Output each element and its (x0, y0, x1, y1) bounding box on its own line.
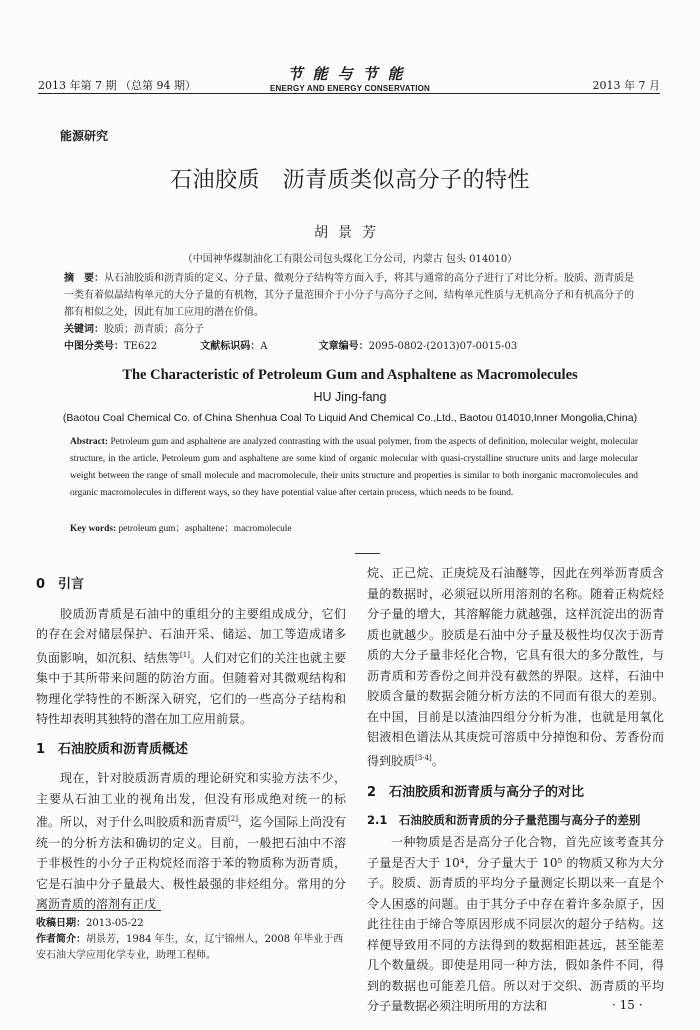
section-1-text-b: ，迄今国际上尚没有统一的分析方法和确切的定义。目前，一般把石油中不溶于非极性的小分子正构烷烃而溶于苯的物质称为沥青质，它是石油中分子量最大、极性最强的非烃组分。常用的分离沥青质的溶剂有正戊 (36, 815, 346, 911)
title-cn: 石油胶质 沥青质类似高分子的特性 (169, 168, 530, 193)
section-0-text-b: 。人们对它们的关注也就主要集中于其所带来问题的防治方面。但随着对其微观结构和物理化学特性的不断深入研究，它们的一些高分子结构和特性却表明其独特的潜在加工应用前景。 (36, 650, 346, 726)
abstract-cn-text: 从石油胶质和沥青质的定义、分子量、微观分子结构等方面入手，将其与通常的高分子进行了对比分析。胶质、沥青质是一类有着似晶结构单元的大分子量的有机物，其分子量范围介于小分子与高分子之间，结构单元性质与无机高分子和有机高分子的都有相似之处，因此有加工应用的潜在价值。 (64, 273, 634, 318)
author-en: HU Jing-fang (313, 390, 387, 404)
section-0-paragraph (36, 604, 346, 730)
keywords-en (70, 520, 292, 534)
keywords-cn (64, 321, 639, 338)
article-no-label: 文章编号： (318, 341, 369, 352)
abstract-en-text: Petroleum gum and asphaltene are analyzed contrasting with the usual polymer, from the aspects of definition, molecular weight, molecular structure, in the article. Petroleum gum and asphaltene are some kind of organic molecular with quasi-crystalline structure units and large molecular weight between the range of small molecule and macromolecule, their units structure and properties is similar to both inorganic macromolecules and organic macromolecules in different ways, so they have potential value after certain process, which needs to be found. (70, 437, 639, 498)
classification-line (64, 338, 639, 355)
abstract-cn-label: 摘 要： (64, 273, 104, 284)
keywords-en-label: Key words: (70, 524, 117, 534)
author-cn: 胡景芳 (314, 225, 386, 241)
section-0-heading: 0 引言 (36, 577, 85, 592)
right-text-a: 烷、正己烷、正庚烷及石油醚等，因此在列举沥青质含量的数据时，必须冠以所用溶剂的名称。随着正构烷烃分子量的增大，其溶解能力就越强，这样沉淀出的沥青质也就越少。胶质是石油中分子量及极性均仅次于沥青质的大分子量非烃化合物，它具有很大的多分散性，与沥青质和芳香份之间并没有截然的界限。这样，石油中胶质含量的数据会随分析方法的不同而有很大的差别。在中国，目前是以渣油四组分分析为准，也就是用氧化铝液相色谱法从其庚烷可溶质中分掉饱和份、芳香份而得到胶质 (367, 566, 664, 768)
section-2-1-heading: 2.1 石油胶质和沥青质的分子量范围与高分子的差别 (367, 812, 641, 827)
keywords-cn-label: 关键词： (64, 324, 104, 335)
section-2-heading: 2 石油胶质和沥青质与高分子的对比 (367, 785, 585, 800)
received-label: 收稿日期： (36, 918, 86, 929)
section-1-paragraph (36, 768, 346, 915)
article-no-value: 2095-0802-(2013)07-0015-03 (368, 341, 518, 352)
section-0-text-a: 胶质沥青质是石油中的重组分的主要组成成分，它们的存在会对储层保护、石油开采、储运、加工等造成诸多负面影响，如沉积、结焦等 (36, 606, 346, 665)
section-2-1-paragraph: 一种物质是否是高分子化合物，首先应该考查其分子量是否大于 10⁴，分子量大于 10⁵ 的物质又称为大分子。胶质、沥青质的平均分子量测定长期以来一直是个令人困惑的问题。由于其分子中存在着许多杂原子，因此往往由于缔合等原因形成不同层次的超分子结构。这样便导致用不同的方法得到的数据相距甚远，甚至能差几个数量级。即使是用同一种方法，假如条件不同，得到的数据也可能差几倍。所以对于交织、沥青质的平均分子量数据必须注明所用的方法和 (367, 835, 664, 1013)
abstract-en-label: Abstract: (70, 437, 109, 447)
keywords-cn-text: 胶质；沥青质；高分子 (104, 324, 204, 335)
keywords-en-text: petroleum gum；asphaltene；macromolecule (118, 524, 292, 534)
received-value: 2013-05-22 (86, 918, 144, 929)
journal-masthead (250, 63, 450, 93)
right-text-b: 。 (431, 753, 444, 768)
section-tag: 能源研究 (60, 129, 109, 143)
clc-label: 中图分类号： (64, 341, 124, 352)
author-bio (36, 932, 346, 964)
footnote-rule (36, 910, 161, 911)
page-number: · 15 · (612, 998, 643, 1012)
abstract-en (70, 434, 638, 502)
citation-3-4: [3-4] (415, 753, 432, 762)
issue-info: 2013 年第 7 期 （总第 94 期） (38, 79, 196, 92)
body-right-column (367, 563, 664, 1017)
title-en: The Characteristic of Petroleum Gum and Asphaltene as Macromolecules (122, 367, 578, 383)
doc-code-value: A (260, 341, 268, 352)
citation-1: [1] (180, 650, 190, 659)
doc-code-label: 文献标识码： (200, 341, 261, 352)
column-separator-rule (355, 553, 380, 554)
section-1-text-a: 现在，针对胶质沥青质的理论研究和实验方法不少，主要从石油工业的视角出发，但没有形成绝对统一的标准。所以，对于什么叫胶质和沥青质 (36, 771, 346, 829)
citation-2: [2] (228, 815, 238, 823)
issue-date: 2013 年 7 月 (592, 79, 660, 92)
journal-title-en: ENERGY AND ENERGY CONSERVATION (269, 84, 431, 93)
bio-text: 胡景芳，1984 年生，女，辽宁锦州人，2008 年毕业于西安石油大学应用化学专业，助理工程师。 (36, 934, 344, 961)
body-left-column (36, 575, 346, 915)
affiliation-en: (Baotou Coal Chemical Co. of China Shenhua Coal To Liquid And Chemical Co.,Ltd., Baotou 014010,Inner Mongolia,China) (62, 412, 638, 424)
header-rule (38, 93, 660, 94)
bio-label: 作者简介： (36, 934, 86, 945)
affiliation-cn: （中国神华煤制油化工有限公司包头煤化工分公司，内蒙古 包头 014010） (182, 254, 518, 265)
clc-value: TE622 (124, 341, 158, 352)
received-date (36, 916, 346, 932)
section-1-heading: 1 石油胶质和沥青质概述 (36, 741, 189, 757)
journal-title-cn: 节能与节能 (287, 65, 413, 83)
footnote (36, 916, 346, 964)
right-paragraph-continued (367, 563, 664, 771)
abstract-cn (64, 270, 639, 321)
